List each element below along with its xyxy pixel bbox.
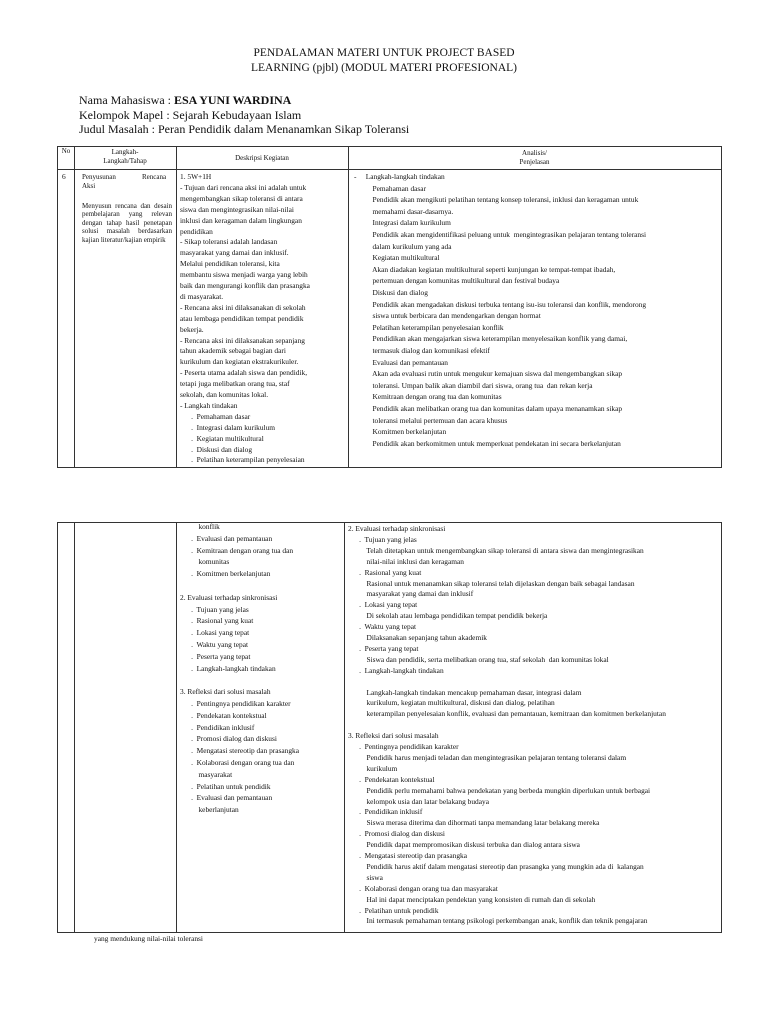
text-line: pertemuan dengan komunitas multikultural dan festival budaya bbox=[354, 276, 560, 286]
text-line: 3. Refleksi dari solusi masalah bbox=[348, 731, 439, 741]
text-line: siswa dan mengintegrasikan nilai-nilai bbox=[180, 204, 294, 214]
text-line: . Langkah-langkah tindakan bbox=[180, 663, 276, 673]
col-divider bbox=[74, 147, 75, 467]
text-line: Akan ada evaluasi rutin untuk mengukur kemajuan siswa dal mengembangkan sikap bbox=[354, 369, 623, 379]
text-line: 3. Refleksi dari solusi masalah bbox=[180, 687, 271, 697]
text-line: Pendidik akan mengadakan diskusi terbuka tentang isu-isu toleransi dan konflik, mendorong bbox=[354, 299, 647, 309]
text-line: Pendidik harus menjadi teladan dan mengintegrasikan pelajaran tentang toleransi dalam bbox=[348, 752, 627, 762]
page-title-line1: PENDALAMAN MATERI UNTUK PROJECT BASED bbox=[253, 47, 515, 59]
text-line: - Peserta utama adalah siswa dan pendidik, bbox=[180, 368, 308, 378]
text-line: Diskusi dan dialog bbox=[354, 288, 428, 297]
text-line: toleransi. Umpan balik akan diambil dari siswa, orang tua dan rekan kerja bbox=[354, 380, 593, 390]
col-divider bbox=[344, 523, 345, 932]
text-line: tetapi juga melibatkan orang tua, staf bbox=[180, 379, 290, 389]
text-line: Pendidik akan berkomitmen untuk memperkuat pendekatan ini secara berkelanjutan bbox=[354, 438, 621, 448]
student-name-label: Nama Mahasiswa : bbox=[79, 93, 174, 107]
header-analisis: Analisis/ Penjelasan bbox=[519, 149, 550, 166]
table-1 bbox=[57, 146, 722, 468]
text-line: Siswa merasa diterima dan dihormati tanpa memandang latar belakang mereka bbox=[348, 818, 600, 828]
text-line: Rasional untuk menanamkan sikap toleransi telah dijelaskan dengan baik sebagai landasan bbox=[348, 578, 635, 588]
text-line: . Pelatihan keterampilan penyelesaian bbox=[180, 455, 305, 465]
text-line: di masyarakat. bbox=[180, 291, 224, 301]
student-name-value: ESA YUNI WARDINA bbox=[173, 93, 292, 107]
col-divider bbox=[176, 147, 177, 467]
text-line: keberlanjutan bbox=[180, 805, 239, 815]
text-line: kurikulum dan kegiatan ekstrakurikuler. bbox=[180, 357, 299, 367]
text-line: kurikulum bbox=[348, 763, 398, 773]
text-line: . Kegiatan multikultural bbox=[180, 433, 264, 443]
text-line: . Tujuan yang jelas bbox=[348, 534, 417, 544]
text-line: . Pendekatan kontekstual bbox=[348, 774, 435, 784]
text-line: Pendidik akan mengidentifikasi peluang untuk mengintegrasikan pelajaran tentang toleransi bbox=[354, 230, 647, 239]
text-line: - Rencana aksi ini dilaksanakan sepanjang bbox=[180, 335, 305, 345]
text-line: Langkah-langkah tindakan mencakup pemahaman dasar, integrasi dalam bbox=[348, 687, 582, 697]
col-divider bbox=[348, 147, 349, 467]
text-line: . Pendidikan inklusif bbox=[180, 722, 255, 732]
text-line: Akan diadakan kegiatan multikultural seperti kunjungan ke tempat-tempat ibadah, bbox=[354, 264, 616, 274]
text-line: Ini termasuk pemahaman tentang psikologi perkembangan anak, konflik dan teknik pengajaran bbox=[348, 916, 648, 926]
header-deskripsi: Deskripsi Kegiatan bbox=[235, 154, 289, 162]
langkah-title-word2: Rencana bbox=[142, 173, 167, 181]
text-line: Integrasi dalam kurikulum bbox=[354, 218, 451, 228]
col-divider bbox=[176, 523, 177, 932]
text-line: . Promosi dialog dan diskusi bbox=[348, 829, 445, 839]
text-line: mengembangkan sikap toleransi di antara bbox=[180, 193, 303, 203]
text-line: - Langkah-langkah tindakan bbox=[354, 172, 445, 181]
problem-title-row: Judul Masalah : Peran Pendidik dalam Menanamkan Sikap Toleransi bbox=[79, 122, 410, 136]
table-2 bbox=[57, 522, 722, 933]
text-line: Pendidik akan melibatkan orang tua dan komunitas dalam upaya menanamkan sikap bbox=[354, 404, 623, 413]
text-line: . Pelatihan untuk pendidik bbox=[348, 905, 439, 915]
text-line: . Lokasi yang tepat bbox=[180, 628, 250, 638]
text-line: 1. 5W+1H bbox=[180, 172, 212, 181]
text-line: . Waktu yang tepat bbox=[180, 640, 249, 649]
text-line: Kemitraan dengan orang tua dan komunitas bbox=[354, 392, 502, 402]
text-line: 2. Evaluasi terhadap sinkronisasi bbox=[348, 524, 446, 533]
subject-group-row: Kelompok Mapel : Sejarah Kebudayaan Islam bbox=[79, 108, 302, 122]
text-line: Pendidikan akan mengajarkan siswa keterampilan menyelesaikan konflik yang damai, bbox=[354, 334, 628, 344]
text-line: Pemahaman dasar bbox=[354, 183, 427, 193]
text-line: Telah ditetapkan untuk mengembangkan sikap toleransi di antara siswa dan mengintegrasikan bbox=[348, 545, 644, 555]
text-line: - Rencana aksi ini dilaksanakan di sekolah bbox=[180, 302, 306, 312]
col-divider bbox=[74, 523, 75, 932]
text-line: . Rasional yang kuat bbox=[180, 616, 254, 626]
text-line: kurikulum, kegiatan multikultural, diskusi dan dialog, pelatihan bbox=[348, 698, 555, 708]
header-langkah: Langkah- Langkah/Tahap bbox=[103, 148, 147, 165]
text-line: masyarakat yang damai dan inklusif. bbox=[180, 248, 289, 258]
header-no: No bbox=[61, 147, 71, 155]
langkah-title-word3: Aksi bbox=[82, 182, 96, 190]
text-line: . Pelatihan untuk pendidik bbox=[180, 781, 271, 791]
text-line: . Pemahaman dasar bbox=[180, 411, 251, 421]
text-line: baik dan mengurangi konflik dan prasangka bbox=[180, 281, 310, 290]
student-name-row bbox=[79, 93, 291, 107]
text-line: Pelatihan keterampilan penyelesaian konflik bbox=[354, 322, 504, 332]
text-line: Dilaksanakan sepanjang tahun akademik bbox=[348, 633, 487, 642]
text-line: . Komitmen berkelanjutan bbox=[180, 569, 271, 579]
text-line: Evaluasi dan pemantauan bbox=[354, 357, 448, 367]
text-line: inklusi dan keragaman dalam lingkungan bbox=[180, 215, 302, 225]
text-line: . Lokasi yang tepat bbox=[348, 600, 418, 610]
text-line: sekolah, dan komunitas lokal. bbox=[180, 390, 269, 399]
text-line: . Promosi dialog dan diskusi bbox=[180, 734, 277, 744]
text-line: . Peserta yang tepat bbox=[348, 643, 419, 653]
text-line: . Evaluasi dan pemantauan bbox=[180, 533, 273, 543]
header-divider bbox=[58, 169, 721, 170]
text-line: . Rasional yang kuat bbox=[348, 567, 422, 577]
text-line: . Integrasi dalam kurikulum bbox=[180, 422, 276, 432]
text-line: membantu siswa menjadi warga yang lebih bbox=[180, 270, 308, 280]
langkah-description: Menyusun rencana dan desain pembelajaran yang relevan dengan tahap hasil penetapan solusi masalah berdasarkan kajian literatur/kajian empirik bbox=[82, 202, 172, 244]
text-line: Komitmen berkelanjutan bbox=[354, 427, 447, 437]
text-line: - Tujuan dari rencana aksi ini adalah untuk bbox=[180, 182, 307, 192]
text-line: masyarakat bbox=[180, 769, 233, 779]
text-line: Pendidik harus aktif dalam mengatasi stereotip dan prasangka yang mungkin ada di kalangan bbox=[348, 861, 644, 871]
text-line: keterampilan penyelesaian konflik, evaluasi dan pemantauan, kemitraan dan komitmen berkelanjutan bbox=[348, 709, 666, 719]
text-line: . Peserta yang tepat bbox=[180, 651, 251, 661]
text-line: termasuk dialog dan komunikasi efektif bbox=[354, 346, 490, 355]
text-line: . Kolaborasi dengan orang tua dan masyarakat bbox=[348, 883, 498, 893]
text-line: tahun akademik sebagai bagian dari bbox=[180, 346, 286, 356]
text-line: Kegiatan multikultural bbox=[354, 253, 440, 263]
text-line: dalam kurikulum yang ada bbox=[354, 241, 452, 251]
text-line: memahami dasar-dasarnya. bbox=[354, 206, 454, 216]
page-title-line2: LEARNING (pjbl) (MODUL MATERI PROFESIONAL) bbox=[251, 62, 517, 74]
footer-continuation: yang mendukung nilai-nilai toleransi bbox=[94, 934, 203, 943]
text-line: Melalui pendidikan toleransi, kita bbox=[180, 259, 280, 269]
text-line: konflik bbox=[180, 522, 220, 531]
text-line: siswa bbox=[348, 872, 383, 882]
text-line: - Langkah tindakan bbox=[180, 400, 238, 410]
text-line: . Waktu yang tepat bbox=[348, 622, 417, 632]
text-line: Di sekolah atau lembaga pendidikan tempat pendidik bekerja bbox=[348, 611, 548, 621]
text-line: pendidikan bbox=[180, 226, 213, 236]
row-number: 6 bbox=[62, 172, 66, 181]
text-line: Hal ini dapat menciptakan pendektan yang konsisten di rumah dan di sekolah bbox=[348, 894, 596, 904]
text-line: bekerja. bbox=[180, 324, 204, 334]
text-line: . Pendidikan inklusif bbox=[348, 807, 423, 817]
langkah-title-word1: Penyusunan bbox=[82, 173, 116, 181]
text-line: siswa untuk berbicara dan mendengarkan dengan hormat bbox=[354, 311, 541, 321]
text-line: 2. Evaluasi terhadap sinkronisasi bbox=[180, 592, 278, 602]
text-line: . Evaluasi dan pemantauan bbox=[180, 793, 273, 803]
text-line: nilai-nilai inklusi dan keragaman bbox=[348, 556, 464, 566]
text-line: . Diskusi dan dialog bbox=[180, 444, 253, 454]
text-line: . Pentingnya pendidikan karakter bbox=[180, 699, 291, 708]
text-line: - Sikap toleransi adalah landasan bbox=[180, 237, 278, 247]
text-line: komunitas bbox=[180, 557, 230, 567]
text-line: . Pendekatan kontekstual bbox=[180, 710, 267, 720]
text-line: . Tujuan yang jelas bbox=[180, 604, 249, 614]
text-line: masyarakat yang damai dan inklusif bbox=[348, 589, 474, 599]
text-line: atau lembaga pendidikan tempat pendidik bbox=[180, 313, 304, 323]
text-line: . Kolaborasi dengan orang tua dan bbox=[180, 758, 295, 767]
text-line: . Langkah-langkah tindakan bbox=[348, 665, 444, 675]
text-line: Pendidik dapat mempromosikan diskusi terbuka dan dialog antara siswa bbox=[348, 840, 580, 850]
text-line: Siswa dan pendidik, serta melibatkan orang tua, staf sekolah dan komunitas lokal bbox=[348, 654, 609, 664]
text-line: . Pentingnya pendidikan karakter bbox=[348, 742, 459, 751]
text-line: . Kemitraan dengan orang tua dan bbox=[180, 545, 294, 555]
text-line: . Mengatasi stereotip dan prasangka bbox=[348, 851, 468, 860]
text-line: . Mengatasi stereotip dan prasangka bbox=[180, 746, 300, 756]
text-line: Pendidik perlu memahami bahwa pendekatan yang berbeda mungkin diperlukan untuk berbagai bbox=[348, 785, 651, 795]
text-line: kelompok usia dan latar belakang budaya bbox=[348, 796, 489, 806]
text-line: Pendidik akan mengikuti pelatihan tentang konsep toleransi, inklusi dan keragaman untuk bbox=[354, 195, 639, 205]
text-line: toleransi melalui pertemuan dan acara khusus bbox=[354, 415, 508, 425]
